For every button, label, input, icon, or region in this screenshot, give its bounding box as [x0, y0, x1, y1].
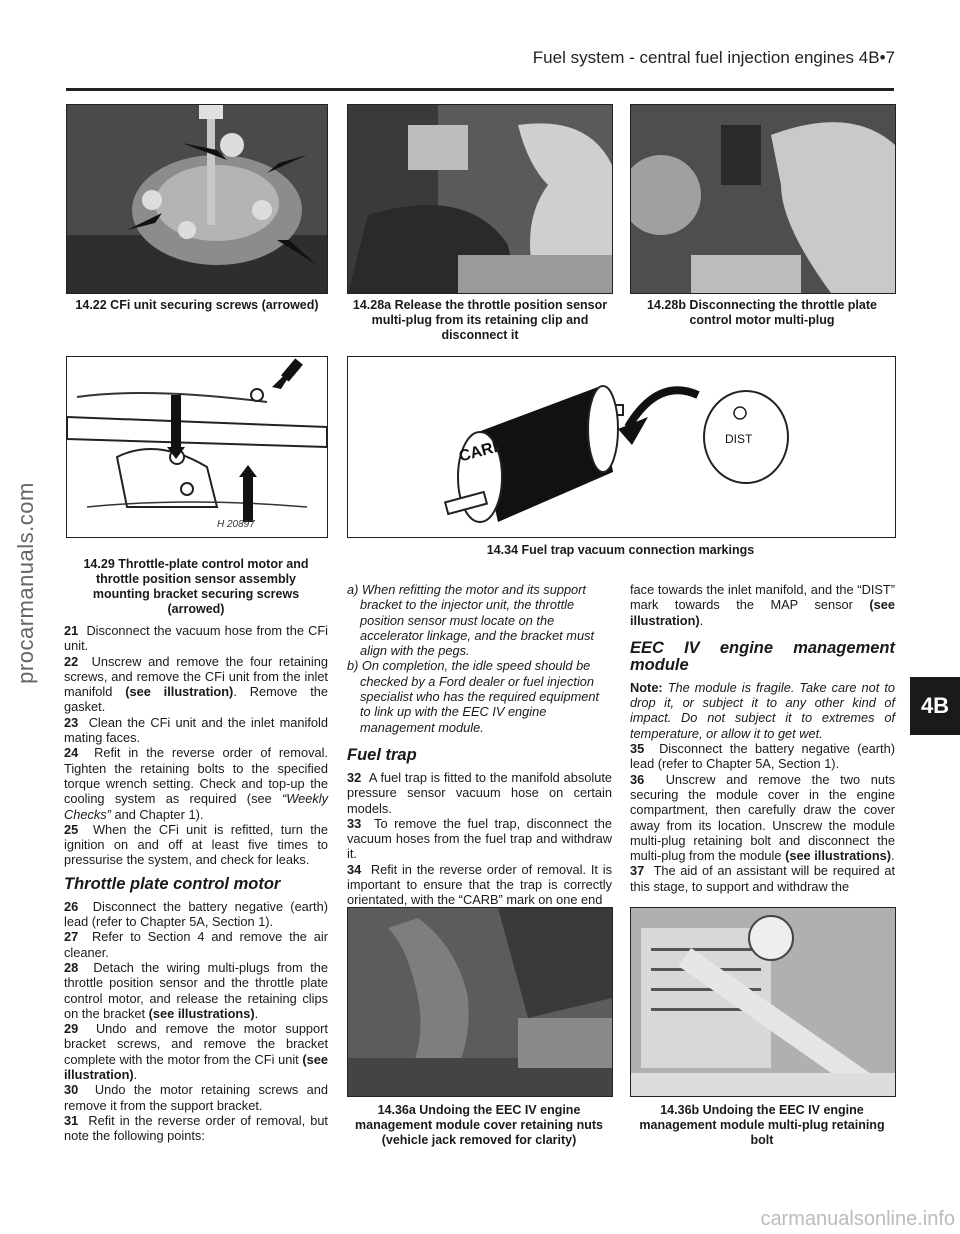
heading-fuel-trap: Fuel trap — [347, 745, 417, 764]
drawing-motor-bracket — [66, 356, 328, 538]
refit-points-list — [347, 582, 612, 735]
para-27: 27 Refer to Section 4 and remove the air cleaner. — [64, 929, 328, 960]
drawing-code: H 20897 — [217, 519, 255, 530]
text-column-1 — [64, 623, 328, 1144]
para-22: 22 Unscrew and remove the four retaining screws, and remove the CFi unit from the inlet manifold (see illustration). Remove the gasket. — [64, 653, 328, 715]
dist-label: DIST — [725, 432, 753, 446]
photo-throttle-sensor-plug — [347, 104, 613, 294]
para-35: 35 Disconnect the battery negative (earth) lead (refer to Chapter 5A, Section 1). — [630, 741, 895, 772]
list-item: b) On completion, the idle speed should be checked by a Ford dealer or fuel injection specialist who has the required equipment to link up with the EEC IV engine management module. — [347, 658, 600, 735]
text-column-2 — [347, 582, 612, 908]
page-header: Fuel system - central fuel injection engines 4B•7 — [532, 48, 895, 67]
para-32: 32 A fuel trap is fitted to the manifold absolute pressure sensor vacuum hose on certain models. — [347, 769, 612, 816]
heading-eec-module: EEC IV engine management module — [630, 638, 895, 674]
carb-label: CARB — [457, 437, 507, 466]
photo-throttle-motor-plug — [630, 104, 896, 294]
para-21: 21 Disconnect the vacuum hose from the CFi unit. — [64, 623, 328, 654]
side-watermark: procarmanuals.com — [13, 482, 38, 684]
note-fragile: Note: The module is fragile. Take care not to drop it, or subject it to any other kind of impact. Do not subject it to extremes of temperature, or allow it to get wet. — [630, 679, 895, 741]
para-36: 36 Unscrew and remove the two nuts securing the module cover in the engine compartment, then carefully draw the cover away from its location. Unscrew the module multi-plug retaining bolt and disconnect the multi-plug from the module (see illustrations). — [630, 771, 895, 864]
para-31: 31 Refit in the reverse order of removal, but note the following points: — [64, 1112, 328, 1144]
para-30: 30 Undo the motor retaining screws and remove it from the support bracket. — [64, 1082, 328, 1113]
caption-14-29: 14.29 Throttle-plate control motor and throttle position sensor assembly mounting bracket securing screws (arrowed) — [83, 557, 309, 616]
para-24: 24 Refit in the reverse order of removal. Tighten the retaining bolts to the specified torque wrench setting. Check and top-up the cooling system as required (see “Weekly Checks” and Chapter 1). — [64, 745, 328, 822]
para-23: 23 Clean the CFi unit and the inlet manifold mating faces. — [64, 714, 328, 746]
text-column-3 — [630, 582, 895, 894]
para-37: 37 The aid of an assistant will be required at this stage, to support and withdraw the — [630, 863, 895, 894]
caption-14-22: 14.22 CFi unit securing screws (arrowed) — [75, 298, 319, 312]
caption-14-34: 14.34 Fuel trap vacuum connection markings — [486, 543, 755, 557]
photo-module-plug-bolt — [630, 907, 896, 1097]
para-26: 26 Disconnect the battery negative (earth) lead (refer to Chapter 5A, Section 1). — [64, 898, 328, 930]
photo-module-cover-nuts — [347, 907, 613, 1097]
photo-cfi-unit — [66, 104, 328, 294]
footer-watermark: carmanualsonline.info — [760, 1208, 955, 1230]
heading-throttle-plate: Throttle plate control motor — [64, 874, 281, 893]
header-rule — [66, 88, 894, 91]
para-34: 34 Refit in the reverse order of removal. It is important to ensure that the trap is correctly orientated, with the “CARB” mark on one end — [347, 861, 612, 908]
para-33: 33 To remove the fuel trap, disconnect the vacuum hoses from the fuel trap and withdraw it. — [347, 815, 612, 862]
caption-14-36b: 14.36b Undoing the EEC IV engine management module multi-plug retaining bolt — [639, 1103, 885, 1147]
para-29: 29 Undo and remove the motor support bracket screws, and remove the bracket complete with the motor from the CFi unit (see illustration). — [64, 1021, 328, 1083]
section-tab: 4B — [910, 677, 960, 735]
para-25: 25 When the CFi unit is refitted, turn the ignition on and off at least five times to pressurise the system, and check for leaks. — [64, 821, 328, 868]
caption-14-28a: 14.28a Release the throttle position sensor multi-plug from its retaining clip and disconnect it — [352, 298, 608, 342]
caption-14-28b: 14.28b Disconnecting the throttle plate control motor multi-plug — [647, 298, 877, 327]
drawing-fuel-trap — [347, 356, 896, 538]
list-item: a) When refitting the motor and its support bracket to the injector unit, the throttle position sensor must locate on the accelerator linkage, and the bracket must align with the pegs. — [347, 582, 595, 659]
para-34-cont: face towards the inlet manifold, and the “DIST” mark towards the MAP sensor (see illustration). — [630, 582, 895, 628]
para-28: 28 Detach the wiring multi-plugs from the throttle position sensor and the throttle plate control motor, and release the retaining clips on the bracket (see illustrations). — [64, 959, 328, 1021]
caption-14-36a: 14.36a Undoing the EEC IV engine management module cover retaining nuts (vehicle jack removed for clarity) — [355, 1103, 603, 1147]
